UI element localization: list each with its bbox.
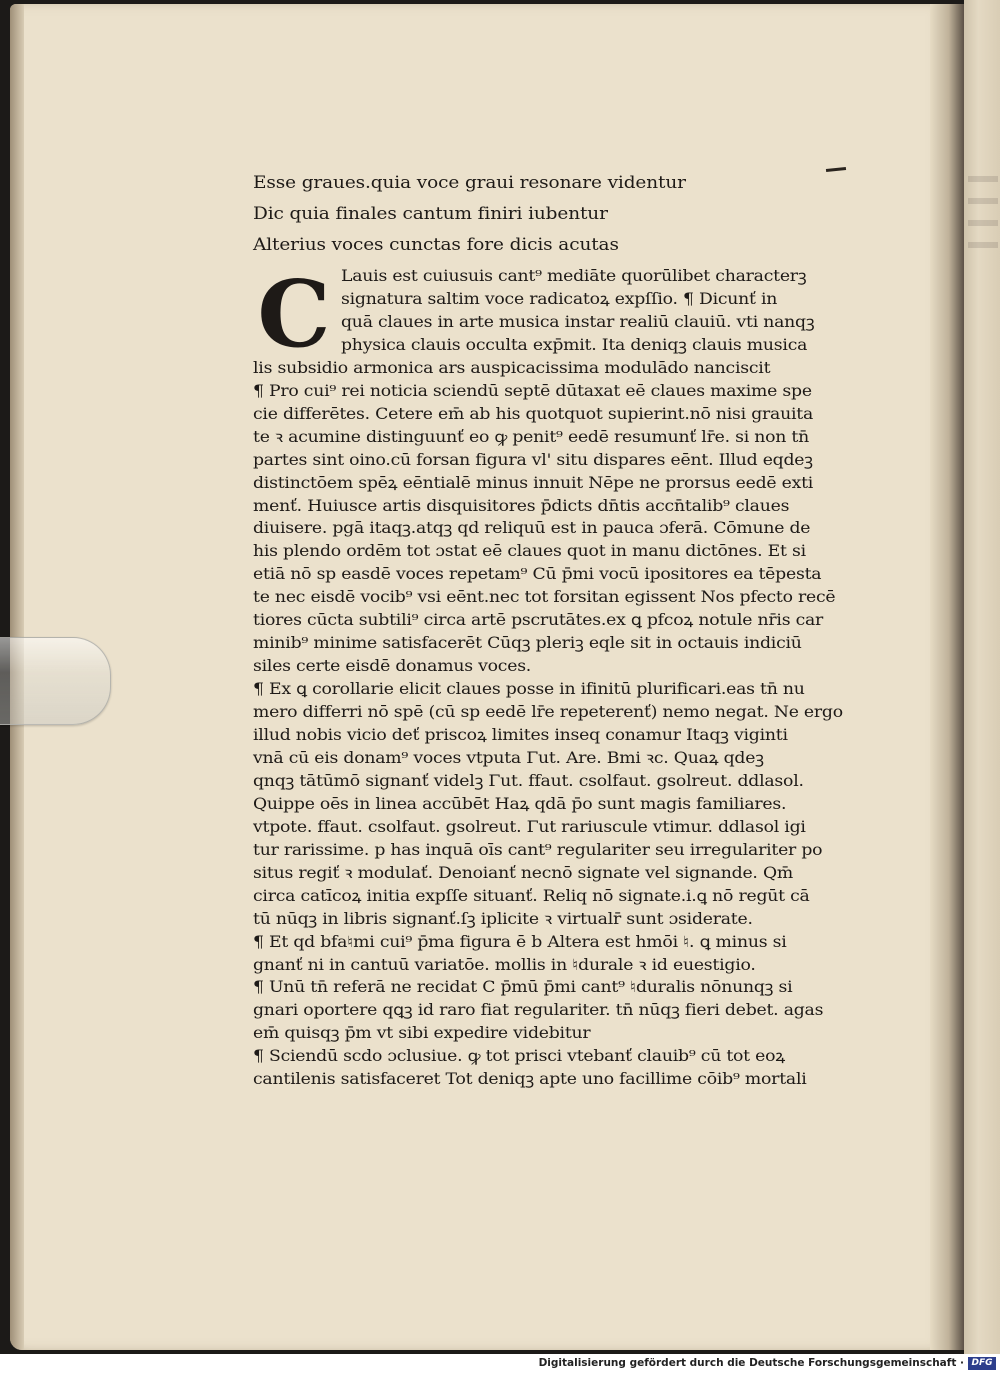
text-line: te nec eisdē vocib⁹ vsi eēnt.nec tot forsitan egissent Nos pfecto recē	[253, 588, 836, 607]
text-line: mero differri nō spē (cū sp eedē lr̄e repeterenť) nemo negat. Ne ergo	[253, 703, 843, 722]
text-line: gnari oportere qꝗꝫ id raro fiat regulariter. tn̄ nūqꝫ fieri debet. agas	[253, 1001, 824, 1020]
text-line: distinctōem spēꝝ eēntialē minus innuit Nēpe ne prorsus eedē exti	[253, 473, 814, 492]
text-line: lis subsidio armonica ars auspicacissima modulādo nanciscit	[253, 358, 771, 377]
text-line: partes sint oino.cū forsan figura vl' situ dispares eēnt. Illud eqdeꝫ	[253, 450, 813, 469]
footer-bar	[0, 1354, 1000, 1374]
text-line: qnqꝫ tātūmō signanť videlꝫ Γut. ffaut. csolfaut. gsolreut. ddlasol.	[253, 771, 804, 790]
text-line: tū nūqꝫ in libris signanť.ſꝫ iplicite ꝛ virtualr̄ sunt ɔsiderate.	[253, 909, 753, 928]
text-line: ¶ Ex ꝗ corollarie elicit claues posse in ifinitū plurificari.eas tn̄ nu	[253, 680, 805, 699]
text-line: situs regiť ꝛ modulať. Denoianť necnō signate vel signande. Qm̄	[253, 863, 793, 882]
text-line: Lauis est cuiusuis cant⁹ mediāte quorūlibet characterꝫ	[341, 267, 807, 285]
verse-line: Esse graues.quia voce graui resonare videntur	[253, 173, 686, 192]
text-line: vtpote. ffaut. csolfaut. gsolreut. Γut rariuscule vtimur. ddlasol igi	[253, 817, 806, 836]
text-line: cantilenis satisfaceret Tot deniqꝫ apte uno facillime cōib⁹ mortali	[253, 1070, 807, 1089]
text-line: ¶ Et qd bfa♮mi cui⁹ p̄ma figura ē b Altera est hmōi ♮. ꝗ minus si	[253, 932, 787, 951]
text-line: ¶ Pro cui⁹ rei noticia sciendū septē dūtaxat eē claues maxime spe	[253, 381, 812, 400]
text-line: minib⁹ minime satisfacerēt Cūqꝫ pleriꝫ eqle sit in octauis indiciū	[253, 634, 802, 653]
text-line: illud nobis vicio deť priscoꝝ limites inseq conamur Itaqꝫ viginti	[253, 726, 788, 744]
text-line: tur rarissime. p has inquā oīs cant⁹ regulariter seu irregulariter po	[253, 840, 823, 859]
text-line: menť. Huiusce artis disquisitores p̄dicts dn̄tis accn̄talib⁹ claues	[253, 496, 790, 515]
text-line: tiores cūcta subtili⁹ circa artē pscrutātes.ex ꝗ pfcoꝝ notule nr̄is car	[253, 611, 824, 630]
text-line: ¶ Unū tn̄ referā ne recidat C p̄mū p̄mi cant⁹ ♮duralis nōnunqꝫ si	[253, 978, 793, 997]
text-line: quā claues in arte musica instar realiū clauiū. vti nanqꝫ	[341, 312, 815, 331]
text-line: cie differētes. Cetere em̄ ab his quotquot supierint.nō nisi grauita	[253, 404, 814, 423]
page-clip	[0, 637, 111, 725]
digitization-credit: Digitalisierung gefördert durch die Deutsche Forschungsgemeinschaft ·	[538, 1357, 964, 1369]
book-gutter	[930, 4, 964, 1350]
text-line: circa catīcoꝝ initia expſſe situanť. Reliq nō signate.i.ꝗ nō regūt cā	[253, 886, 810, 905]
text-line: Quippe oēs in linea accūbēt Haꝝ qdā p̄o sunt magis familiares.	[253, 794, 787, 813]
verse-line: Alterius voces cunctas fore dicis acutas	[253, 235, 619, 254]
text-line: em̄ quisqꝫ p̄m vt sibi expedire videbitur	[253, 1024, 591, 1043]
verse-line: Dic quia finales cantum finiri iubentur	[253, 204, 608, 223]
text-line: gnanť ni in cantuū variatōe. mollis in ♮durale ꝛ id euestigio.	[253, 955, 756, 974]
text-line: ¶ Sciendū scdo ɔclusiue. ꝙ tot prisci vtebanť clauib⁹ cū tot eoꝝ	[253, 1047, 786, 1066]
text-line: vnā cū eis donam⁹ voces vtputa Γut. Are. Bmi ꝛc. Quaꝝ qdeꝫ	[253, 748, 764, 767]
text-line: siles certe eisdē donamus voces.	[253, 657, 532, 676]
decorated-initial: C	[257, 260, 331, 368]
text-line: physica clauis occulta exp̄mit. Ita deniqꝫ clauis musica	[341, 335, 808, 354]
text-line: te ꝛ acumine distinguunť eo ꝙ penit⁹ eedē resumunť lr̄e. si non tn̄	[253, 427, 810, 446]
text-line: etiā nō sp easdē voces repetam⁹ Cū p̄mi vocū ipositores ea tēpesta	[253, 565, 822, 584]
text-line: signatura saltim voce radicatoꝝ expſſio. ¶ Dicunť in	[341, 289, 778, 308]
dfg-logo: DFG	[968, 1357, 996, 1370]
facing-page-edge	[964, 0, 1000, 1354]
text-line: his plendo ordēm tot ɔstat eē claues quot in manu dictōnes. Et si	[253, 542, 806, 561]
text-line: diuisere. pgā itaqꝫ.atqꝫ qd reliquū est in pauca ɔferā. Cōmune de	[253, 519, 811, 538]
